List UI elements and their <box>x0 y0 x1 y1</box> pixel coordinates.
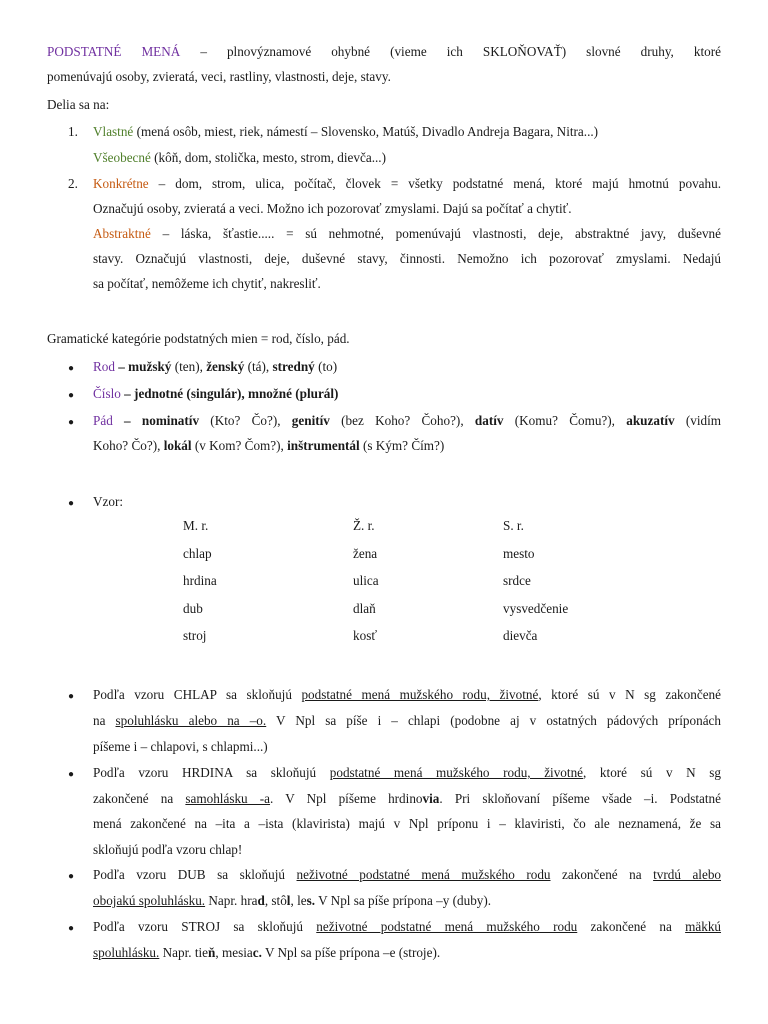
gram-categories-line: Gramatické kategórie podstatných mien = rod, číslo, pád. <box>47 331 350 346</box>
rod-s-ex: (to) <box>314 359 338 374</box>
vzor-cell: kosť <box>353 628 377 643</box>
rule-text: . V Npl píšeme hrdino <box>270 791 423 806</box>
term-rod: Rod <box>93 359 115 374</box>
pad-lok-q: (v Kom? Čom?), <box>191 438 288 453</box>
rule-underlined: obojakú spoluhlásku. <box>93 893 206 908</box>
rule-hrdina-line-2 <box>93 786 721 812</box>
rule-text: . Pri skloňovaní píšeme všade –i. Podstatné <box>439 791 721 806</box>
intro-term: PODSTATNÉ MENÁ <box>47 44 181 59</box>
bullet-icon: ● <box>68 691 75 702</box>
abstraktne-text-1: – láska, šťastie..... = sú nehmotné, pomenúvajú vlastnosti, deje, abstraktné javy, duševné <box>150 226 721 241</box>
rule-chlap-line-2 <box>93 708 721 734</box>
vzor-header-m: M. r. <box>183 518 209 533</box>
list-item-abstraktne <box>93 221 721 247</box>
konkretne-text-1: – dom, strom, ulica, počítač, človek = všetky podstatné mená, ktoré majú hmotnú povahu. <box>148 176 721 191</box>
rule-underlined: neživotné podstatné mená mužského rodu <box>316 919 578 934</box>
pad-aku-q1: (vidím <box>674 413 722 428</box>
term-konkretne: Konkrétne <box>93 176 149 191</box>
rule-text: Napr. hra <box>205 893 258 908</box>
rule-bold: ň <box>208 945 216 960</box>
rule-text: V Npl sa píše i – chlapi (podobne aj v ostatných pádových príponách <box>266 713 721 728</box>
rule-dub-line-2 <box>93 888 721 914</box>
rod-dash: – <box>114 359 129 374</box>
pad-aku-q2: Koho? Čo?), <box>93 438 164 453</box>
rule-underlined: tvrdú alebo <box>653 867 722 882</box>
term-vlastne: Vlastné <box>93 124 134 139</box>
bullet-icon: ● <box>68 769 75 780</box>
vzor-cell: chlap <box>183 545 212 561</box>
rule-underlined: spoluhlásku. <box>93 945 160 960</box>
rod-z: ženský <box>206 359 245 374</box>
vzor-header-row <box>183 518 603 546</box>
pad-aku: akuzatív <box>626 413 675 428</box>
rule-hrdina-line-4: skloňujú podľa vzoru chlap! <box>93 842 243 857</box>
pad-ins-q: (s Kým? Čím?) <box>359 438 445 453</box>
bullet-cislo <box>93 381 721 407</box>
pad-dat-q: (Komu? Čomu?), <box>503 413 627 428</box>
rule-chlap-line-1 <box>93 682 721 708</box>
cislo-values: jednotné (singulár), množné (plurál) <box>134 386 339 401</box>
vzor-cell: žena <box>353 545 378 561</box>
bullet-rod <box>93 354 721 380</box>
rule-bold: s. <box>306 893 316 908</box>
rule-bold: c. <box>252 945 262 960</box>
vzor-table <box>183 518 603 656</box>
rule-bold: via <box>422 791 440 806</box>
intro-line-2: pomenúvajú osoby, zvieratá, veci, rastliny, vlastnosti, deje, stavy. <box>47 69 391 84</box>
rule-chlap-line-3: píšeme i – chlapovi, s chlapmi...) <box>93 739 268 754</box>
list-number-1: 1. <box>68 124 78 139</box>
vzor-cell: mesto <box>503 545 535 561</box>
rule-underlined: spoluhlásku alebo na –o. <box>115 713 267 728</box>
rule-text: Podľa vzoru CHLAP sa skloňujú <box>93 687 302 702</box>
rule-text: zakončené na <box>577 919 686 934</box>
vzor-cell: dievča <box>503 628 538 643</box>
abstraktne-text-2: stavy. Označujú vlastnosti, deje, duševné stavy, činnosti. Nemožno ich pozorovať zmyslami. Nedajú <box>93 251 721 266</box>
rule-text: Podľa vzoru HRDINA sa skloňujú <box>93 765 330 780</box>
rule-hrdina-line-1 <box>93 760 721 786</box>
vzor-header-z: Ž. r. <box>353 518 375 533</box>
vzor-cell: hrdina <box>183 573 217 588</box>
term-vseobecne: Všeobecné <box>93 150 151 165</box>
pad-gen-q: (bez Koho? Čoho?), <box>329 413 475 428</box>
bullet-icon: ● <box>68 417 75 428</box>
bullet-icon: ● <box>68 871 75 882</box>
bullet-icon: ● <box>68 390 75 401</box>
vzor-label: Vzor: <box>93 494 124 509</box>
vlastne-text: (mená osôb, miest, riek, námestí – Slovensko, Matúš, Divadlo Andreja Bagara, Nitra...) <box>133 124 599 139</box>
rule-bold: l <box>286 893 291 908</box>
rule-text: Podľa vzoru DUB sa skloňujú <box>93 867 297 882</box>
rod-s: stredný <box>272 359 315 374</box>
rod-z-ex: (tá), <box>244 359 273 374</box>
table-row <box>183 601 603 629</box>
pad-nom: nominatív <box>141 413 200 428</box>
rule-text: na <box>93 713 116 728</box>
rod-m-ex: (ten), <box>171 359 207 374</box>
abstraktne-text-3: sa počítať, nemôžeme ich chytiť, nakresliť. <box>93 276 321 291</box>
term-pad: Pád <box>93 413 113 428</box>
rule-text: Napr. tie <box>159 945 209 960</box>
bullet-icon: ● <box>68 498 75 509</box>
konkretne-text-2: Označujú osoby, zvieratá a veci. Možno ich pozorovať zmyslami. Dajú sa počítať a chytiť. <box>93 201 572 216</box>
rule-text: , ktoré sú v N sg <box>583 765 722 780</box>
delia-line: Delia sa na: <box>47 97 110 112</box>
rule-underlined: podstatné mená mužského rodu, životné <box>301 687 539 702</box>
rule-stroj-line-1 <box>93 914 721 940</box>
list-item-vlastne <box>93 119 721 145</box>
rule-dub-line-1 <box>93 862 721 888</box>
vzor-cell: vysvedčenie <box>503 600 569 616</box>
rule-underlined: neživotné podstatné mená mužského rodu <box>296 867 551 882</box>
rod-m: mužský <box>128 359 172 374</box>
intro-line-1 <box>47 39 721 65</box>
vzor-header-s: S. r. <box>503 518 524 533</box>
list-item-konkretne <box>93 171 721 197</box>
rule-bold: d <box>257 893 265 908</box>
rule-underlined: samohlásku -a <box>185 791 271 806</box>
pad-nom-q: (Kto? Čo?), <box>199 413 292 428</box>
rule-text: , stô <box>264 893 287 908</box>
rule-text: , le <box>290 893 307 908</box>
pad-ins: inštrumentál <box>287 438 360 453</box>
list-number-2: 2. <box>68 176 78 191</box>
bullet-pad <box>93 408 721 434</box>
pad-lok: lokál <box>163 438 192 453</box>
table-row <box>183 546 603 574</box>
vzor-cell: dlaň <box>353 600 376 616</box>
rule-text: zakončené na <box>550 867 654 882</box>
list-item-vseobecne <box>93 145 721 171</box>
rule-text: , ktoré sú v N sg zakončené <box>538 687 721 702</box>
vseobecne-text: (kôň, dom, stolička, mesto, strom, dievča...) <box>150 150 386 165</box>
rule-text: V Npl sa píše prípona –y (duby). <box>315 893 492 908</box>
bullet-icon: ● <box>68 363 75 374</box>
pad-dash: – <box>112 413 142 428</box>
vzor-cell: stroj <box>183 628 207 643</box>
rule-text: V Npl sa píše prípona –e (stroje). <box>261 945 441 960</box>
pad-dat: datív <box>474 413 504 428</box>
vzor-cell: ulica <box>353 573 379 588</box>
rule-text: zakončené na <box>93 791 186 806</box>
vzor-cell: srdce <box>503 573 531 588</box>
rule-text: Podľa vzoru STROJ sa skloňujú <box>93 919 317 934</box>
rule-underlined: podstatné mená mužského rodu, životné <box>329 765 584 780</box>
rule-hrdina-line-3: mená zakončené na –ita a –ista (klavirista) majú v Npl príponu i – klaviristi, čo ale neznamená, že sa <box>93 816 721 831</box>
rule-stroj-line-2 <box>93 940 721 966</box>
pad-gen: genitív <box>291 413 330 428</box>
intro-text: – plnovýznamové ohybné (vieme ich SKLOŇOVAŤ) slovné druhy, ktoré <box>180 44 721 59</box>
bullet-pad-line-2 <box>93 433 721 459</box>
table-row <box>183 628 603 656</box>
term-cislo: Číslo <box>93 386 121 401</box>
vzor-cell: dub <box>183 600 203 616</box>
table-row <box>183 573 603 601</box>
term-abstraktne: Abstraktné <box>93 226 151 241</box>
rule-underlined: mäkkú <box>685 919 722 934</box>
cislo-dash: – <box>120 386 135 401</box>
rule-text: , mesia <box>215 945 253 960</box>
bullet-icon: ● <box>68 923 75 934</box>
